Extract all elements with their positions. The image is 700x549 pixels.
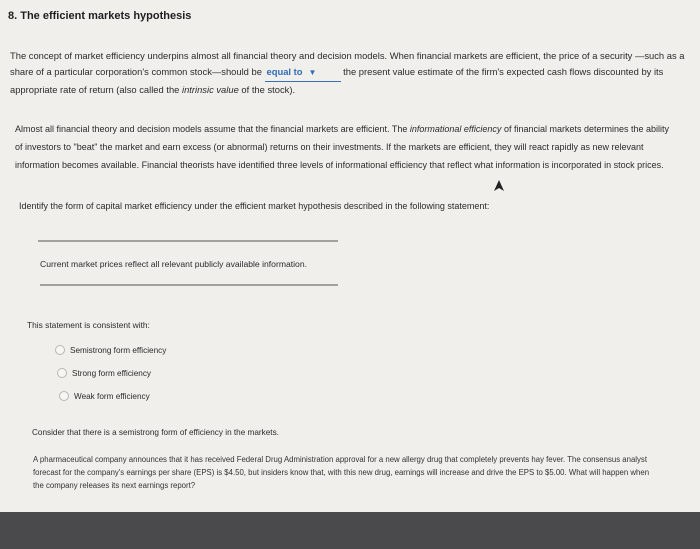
statement-divider-bottom	[40, 284, 338, 286]
option-label: Weak form efficiency	[74, 391, 150, 401]
paragraph-informational-efficiency	[15, 120, 675, 174]
paragraph2-text-before: Almost all financial theory and decision models assume that the financial markets are efficient. The	[15, 124, 408, 134]
statement-text: Current market prices reflect all relevant publicly available information.	[40, 259, 307, 269]
option-semistrong[interactable]	[55, 345, 166, 355]
price-relation-dropdown[interactable]	[265, 64, 341, 82]
instruction-text: Identify the form of capital market efficiency under the efficient market hypothesis described in the following statement:	[19, 201, 490, 211]
bottom-bar	[0, 512, 700, 549]
paragraph1-text-before: The concept of market efficiency underpins almost all financial theory and decision models. When financial markets are efficient, the price of a security —such as a share of a particular corporation's common stock—should be	[10, 50, 685, 77]
paragraph1-text-after: the present value estimate of the firm's expected cash flows discounted by its appropriate rate of return (also called the	[10, 66, 664, 95]
mouse-pointer-icon	[492, 179, 506, 193]
question-title: 8. The efficient markets hypothesis	[8, 10, 192, 22]
option-weak[interactable]	[59, 391, 150, 401]
option-strong[interactable]	[57, 368, 151, 378]
pharmaceutical-scenario-text: A pharmaceutical company announces that it has received Federal Drug Administration approval for a new allergy drug that completely prevents hay fever. The consensus analyst forecast for the company's earnings per share (EPS) is $4.50, but insiders know that, with this new drug, earnings will increase and drive the EPS to $5.00. What will happen when the company releases its next earnings report?	[33, 455, 650, 490]
paragraph-market-efficiency	[10, 48, 690, 98]
statement-divider-top	[38, 240, 338, 242]
consistent-label: This statement is consistent with:	[27, 320, 150, 330]
dropdown-selected-value: equal to	[266, 66, 303, 77]
chevron-down-icon: ▼	[308, 68, 317, 77]
consider-text: Consider that there is a semistrong form of efficiency in the markets.	[32, 428, 279, 437]
paragraph2-text-after: of financial markets determines the ability of investors to "beat" the market and earn excess (or abnormal) returns on their investments. If the markets are efficient, they will react rapidly as new relevant information becomes available. Financial theorists have identified three levels of informational efficiency that reflect what information is incorporated in stock prices.	[15, 124, 670, 170]
option-label: Strong form efficiency	[72, 368, 152, 378]
paragraph2-italic: informational efficiency	[409, 124, 502, 134]
radio-button[interactable]	[55, 345, 65, 355]
radio-button[interactable]	[59, 391, 69, 401]
paragraph1-text-end: of the stock).	[241, 84, 296, 95]
paragraph1-italic: intrinsic value	[181, 84, 239, 95]
radio-button[interactable]	[57, 368, 67, 378]
option-label: Semistrong form efficiency	[70, 345, 167, 355]
